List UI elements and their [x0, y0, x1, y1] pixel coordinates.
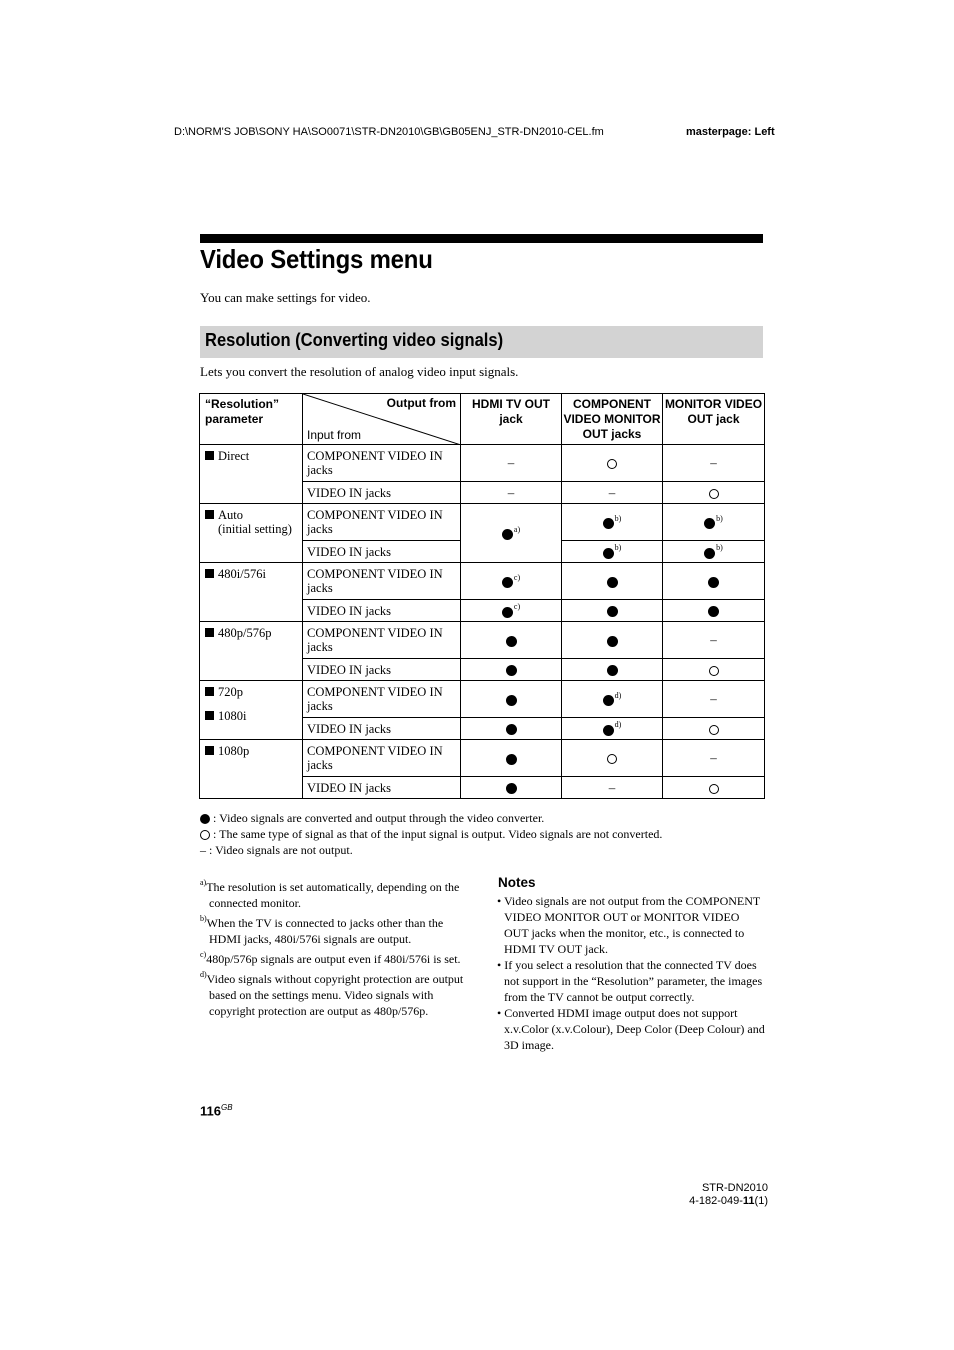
filled-circle-icon — [603, 548, 614, 559]
legend-ring-text: : The same type of signal as that of the input signal is output. Video signals are not converted. — [213, 827, 663, 841]
filled-circle-icon — [603, 518, 614, 529]
footnote: $^{a)}$The resolution is set automatically, depending on the connected monitor. — [200, 878, 460, 910]
intro-text: You can make settings for video. — [200, 290, 371, 305]
table-row — [200, 563, 765, 600]
symbol-cell — [562, 504, 663, 541]
symbol-cell — [562, 681, 663, 718]
input-cell: COMPONENT VIDEO IN jacks — [303, 445, 461, 482]
filled-circle-icon — [506, 754, 517, 765]
legend-dot-row — [200, 811, 544, 826]
symbol-cell — [663, 718, 765, 740]
dash-symbol: – — [710, 632, 717, 647]
input-cell: VIDEO IN jacks — [303, 718, 461, 740]
filled-circle-icon — [607, 606, 618, 617]
footnotes — [200, 875, 470, 1019]
symbol-cell — [562, 563, 663, 600]
header-parameter: “Resolution” parameter — [200, 394, 303, 445]
header-input-from: Input from — [307, 428, 362, 442]
filled-circle-icon — [704, 548, 715, 559]
symbol-cell — [663, 777, 765, 799]
open-circle-icon — [607, 754, 617, 764]
open-circle-icon — [709, 489, 719, 499]
square-bullet-icon — [205, 628, 214, 637]
input-cell: VIDEO IN jacks — [303, 482, 461, 504]
footnote-marker: b) — [716, 513, 723, 523]
document-code: 4-182-049-11(1) — [689, 1195, 768, 1207]
symbol-cell — [562, 541, 663, 563]
input-cell: COMPONENT VIDEO IN jacks — [303, 740, 461, 777]
square-bullet-icon — [205, 746, 214, 755]
filled-circle-icon — [607, 636, 618, 647]
header-monitor-video-out: MONITOR VIDEO OUT jack — [663, 394, 765, 445]
footnote: $^{d)}$Video signals without copyright protection are output based on the settings menu. Video signals with copyright protection are output as 480p/576p. — [200, 970, 464, 1018]
square-bullet-icon — [205, 687, 214, 696]
section-description: Lets you convert the resolution of analog video input signals. — [200, 364, 519, 379]
symbol-cell — [663, 563, 765, 600]
input-cell: COMPONENT VIDEO IN jacks — [303, 622, 461, 659]
symbol-cell — [663, 681, 765, 718]
filled-circle-icon — [200, 814, 210, 824]
symbol-cell — [663, 600, 765, 622]
dash-symbol: – — [710, 750, 717, 765]
parameter-cell: 480i/576i — [200, 563, 303, 622]
symbol-cell — [461, 740, 562, 777]
symbol-cell — [663, 482, 765, 504]
input-cell: VIDEO IN jacks — [303, 541, 461, 563]
filled-circle-icon — [506, 665, 517, 676]
filled-circle-icon — [603, 695, 614, 706]
open-circle-icon — [607, 459, 617, 469]
symbol-cell — [562, 600, 663, 622]
parameter-cell: 1080p — [200, 740, 303, 799]
page-number: $116^{GB}$ — [200, 1103, 233, 1119]
symbol-cell — [663, 504, 765, 541]
open-circle-icon — [709, 725, 719, 735]
filled-circle-icon — [704, 518, 715, 529]
page-title: Video Settings menu — [200, 244, 433, 274]
symbol-cell — [461, 482, 562, 504]
dash-symbol: – — [200, 843, 206, 857]
symbol-cell — [461, 600, 562, 622]
note-item: • If you select a resolution that the connected TV does not support in the “Resolution” parameter, the images from the TV cannot be output correctly. — [497, 958, 763, 1004]
filled-circle-icon — [502, 607, 513, 618]
table-row — [200, 622, 765, 659]
symbol-cell — [663, 541, 765, 563]
table-header-row — [200, 394, 765, 445]
footnote-marker: b) — [716, 543, 723, 552]
symbol-cell — [562, 482, 663, 504]
filled-circle-icon — [506, 783, 517, 794]
symbol-cell — [562, 777, 663, 799]
note-item: • Video signals are not output from the COMPONENT VIDEO MONITOR OUT or MONITOR VIDEO OUT jacks when the monitor, etc., is connected to HDMI TV OUT jack. — [497, 894, 761, 956]
model-name: STR-DN2010 — [701, 1182, 768, 1194]
symbol-cell — [461, 563, 562, 600]
filled-circle-icon — [603, 725, 614, 736]
footnote-marker: a) — [513, 524, 521, 534]
filled-circle-icon — [708, 577, 719, 588]
footnote-marker: c) — [200, 950, 207, 959]
section-title: Resolution (Converting video signals) — [205, 330, 504, 350]
parameter-cell: Direct — [200, 445, 303, 504]
parameter-cell: Auto (initial setting) — [200, 504, 303, 563]
parameter-cell: 720p 1080i — [200, 681, 303, 740]
symbol-cell — [663, 622, 765, 659]
open-circle-icon — [709, 666, 719, 676]
input-cell: VIDEO IN jacks — [303, 659, 461, 681]
title-rule — [200, 234, 763, 243]
footnote-marker: a) — [200, 878, 207, 887]
input-cell: COMPONENT VIDEO IN jacks — [303, 681, 461, 718]
dash-symbol: – — [507, 455, 515, 470]
symbol-cell — [562, 718, 663, 740]
table-row — [200, 740, 765, 777]
notes-heading: Notes — [498, 875, 536, 890]
footnote-marker: b) — [614, 513, 622, 523]
dash-symbol: – — [608, 484, 616, 500]
filled-circle-icon — [506, 636, 517, 647]
square-bullet-icon — [205, 510, 214, 519]
dash-symbol: – — [507, 484, 515, 500]
legend-dash-text: : Video signals are not output. — [209, 843, 353, 857]
symbol-cell — [562, 622, 663, 659]
symbol-cell — [461, 445, 562, 482]
footnote-marker: b) — [614, 543, 622, 552]
symbol-cell — [461, 659, 562, 681]
symbol-cell — [663, 445, 765, 482]
filled-circle-icon — [607, 665, 618, 676]
square-bullet-icon — [205, 451, 214, 460]
symbol-cell — [663, 659, 765, 681]
symbol-cell — [562, 445, 663, 482]
legend-dot-text: : Video signals are converted and output through the video converter. — [213, 811, 545, 825]
footnote: $^{c)}$480p/576p signals are output even if 480i/576i is set. — [200, 950, 461, 966]
open-circle-icon — [200, 830, 210, 840]
filled-circle-icon — [502, 529, 513, 540]
symbol-cell — [663, 740, 765, 777]
filled-circle-icon — [506, 695, 517, 706]
masterpage-label: masterpage: Left — [686, 126, 775, 138]
footnote-marker: d) — [614, 720, 622, 729]
legend-dash-row — [200, 843, 353, 858]
note-item: • Converted HDMI image output does not support x.v.Color (x.v.Colour), Deep Color (Deep Colour) and 3D image. — [497, 1006, 765, 1052]
filled-circle-icon — [708, 606, 719, 617]
footnote-marker: d) — [200, 970, 207, 979]
symbol-cell — [562, 659, 663, 681]
header-diagonal — [303, 394, 461, 445]
legend-ring-row — [200, 827, 662, 842]
symbol-cell — [461, 622, 562, 659]
file-path-header: D:\NORM'S JOB\SONY HA\SO0071\STR-DN2010\GB\GB05ENJ_STR-DN2010-CEL.fm — [174, 126, 604, 138]
footnote-marker: c) — [513, 602, 521, 611]
footnote: $^{b)}$When the TV is connected to jacks other than the HDMI jacks, 480i/576i signals are output. — [200, 914, 444, 946]
filled-circle-icon — [506, 724, 517, 735]
table-row — [200, 445, 765, 482]
input-cell: VIDEO IN jacks — [303, 777, 461, 799]
header-component-monitor-out: COMPONENT VIDEO MONITOR OUT jacks — [562, 394, 663, 445]
table-row — [200, 504, 765, 541]
resolution-table — [199, 393, 765, 799]
input-cell: VIDEO IN jacks — [303, 600, 461, 622]
header-hdmi-tv-out: HDMI TV OUT jack — [461, 394, 562, 445]
symbol-cell — [461, 777, 562, 799]
table-row — [200, 681, 765, 718]
dash-symbol: – — [710, 691, 717, 706]
footnote-marker: c) — [513, 572, 521, 582]
input-cell: COMPONENT VIDEO IN jacks — [303, 563, 461, 600]
filled-circle-icon — [502, 577, 513, 588]
parameter-cell: 480p/576p — [200, 622, 303, 681]
header-output-from: Output from — [386, 396, 456, 410]
dash-symbol: – — [710, 455, 717, 470]
square-bullet-icon — [205, 569, 214, 578]
notes-list — [497, 893, 765, 1053]
symbol-cell — [461, 718, 562, 740]
square-bullet-icon — [205, 711, 214, 720]
open-circle-icon — [709, 784, 719, 794]
symbol-cell — [461, 681, 562, 718]
footnote-marker: d) — [614, 690, 622, 700]
dash-symbol: – — [608, 779, 616, 795]
input-cell: COMPONENT VIDEO IN jacks — [303, 504, 461, 541]
symbol-cell — [461, 504, 562, 563]
filled-circle-icon — [607, 577, 618, 588]
model-code — [660, 1182, 768, 1208]
footnote-marker: b) — [200, 914, 207, 923]
symbol-cell — [562, 740, 663, 777]
